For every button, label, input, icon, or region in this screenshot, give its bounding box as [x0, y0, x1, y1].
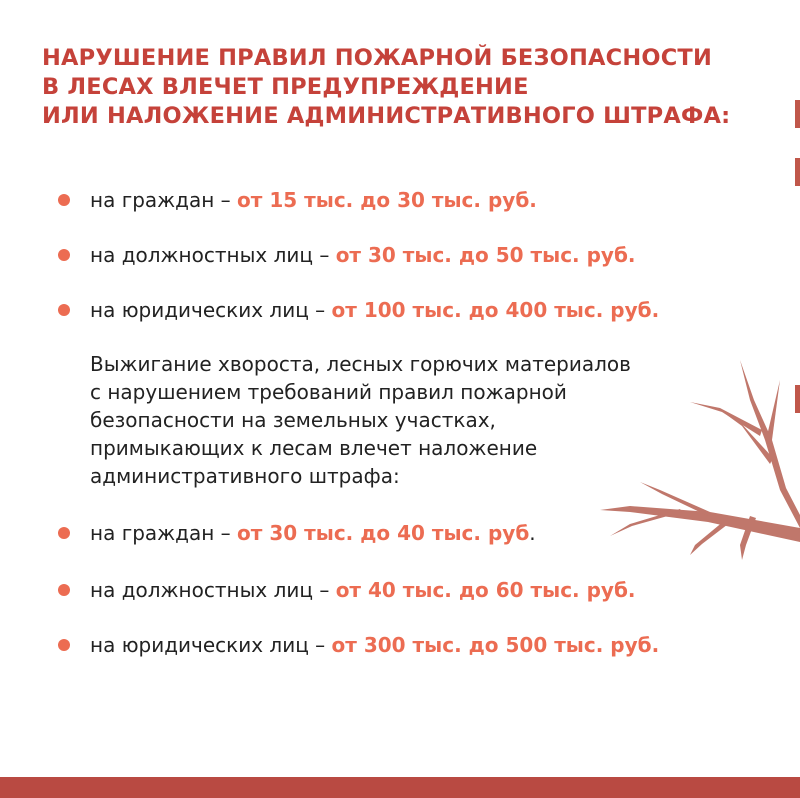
fine-label: на граждан –	[90, 188, 238, 212]
fine-amount: от 40 тыс. до 60 тыс. руб.	[335, 578, 636, 602]
title-line: ИЛИ НАЛОЖЕНИЕ АДМИНИСТРАТИВНОГО ШТРАФА:	[42, 103, 731, 129]
fine-amount: от 15 тыс. до 30 тыс. руб.	[237, 188, 537, 212]
fine-text	[90, 520, 536, 546]
bullet-dot-icon	[58, 194, 70, 206]
paragraph-line: административного штрафа:	[90, 464, 400, 488]
edge-mark	[795, 100, 800, 128]
list-item	[0, 185, 740, 215]
paragraph-line: Выжигание хвороста, лесных горючих материалов	[90, 352, 631, 376]
fine-text	[90, 187, 537, 213]
bullet-dot-icon	[58, 639, 70, 651]
title-line: НАРУШЕНИЕ ПРАВИЛ ПОЖАРНОЙ БЕЗОПАСНОСТИ	[42, 45, 713, 71]
fine-text	[90, 577, 636, 603]
list-item	[0, 575, 740, 605]
footer-bar	[0, 777, 800, 798]
fine-amount: от 30 тыс. до 50 тыс. руб.	[335, 243, 636, 267]
fine-label: на должностных лиц –	[90, 578, 336, 602]
list-item	[0, 630, 740, 660]
page-title	[42, 44, 762, 131]
fine-amount: от 300 тыс. до 500 тыс. руб.	[331, 633, 660, 657]
bullet-dot-icon	[58, 584, 70, 596]
fine-text	[90, 242, 636, 268]
fine-amount: от 100 тыс. до 400 тыс. руб.	[331, 298, 660, 322]
fine-text	[90, 297, 659, 323]
fine-label: на юридических лиц –	[90, 298, 332, 322]
fine-label: на юридических лиц –	[90, 633, 332, 657]
fine-text	[90, 632, 659, 658]
list-item	[0, 240, 740, 270]
paragraph-line: примыкающих к лесам влечет наложение	[90, 436, 538, 460]
fine-label: на граждан –	[90, 521, 238, 545]
fine-label: на должностных лиц –	[90, 243, 336, 267]
fine-suffix: .	[529, 521, 536, 545]
bullet-dot-icon	[58, 249, 70, 261]
edge-mark	[795, 158, 800, 186]
title-line: В ЛЕСАХ ВЛЕЧЕТ ПРЕДУПРЕЖДЕНИЕ	[42, 74, 529, 100]
bullet-dot-icon	[58, 527, 70, 539]
fine-amount: от 30 тыс. до 40 тыс. руб	[237, 521, 530, 545]
list-item	[0, 295, 740, 325]
paragraph-line: безопасности на земельных участках,	[90, 408, 496, 432]
bullet-dot-icon	[58, 304, 70, 316]
paragraph-line: с нарушением требований правил пожарной	[90, 380, 567, 404]
description-paragraph	[90, 350, 730, 490]
list-item	[0, 518, 740, 548]
